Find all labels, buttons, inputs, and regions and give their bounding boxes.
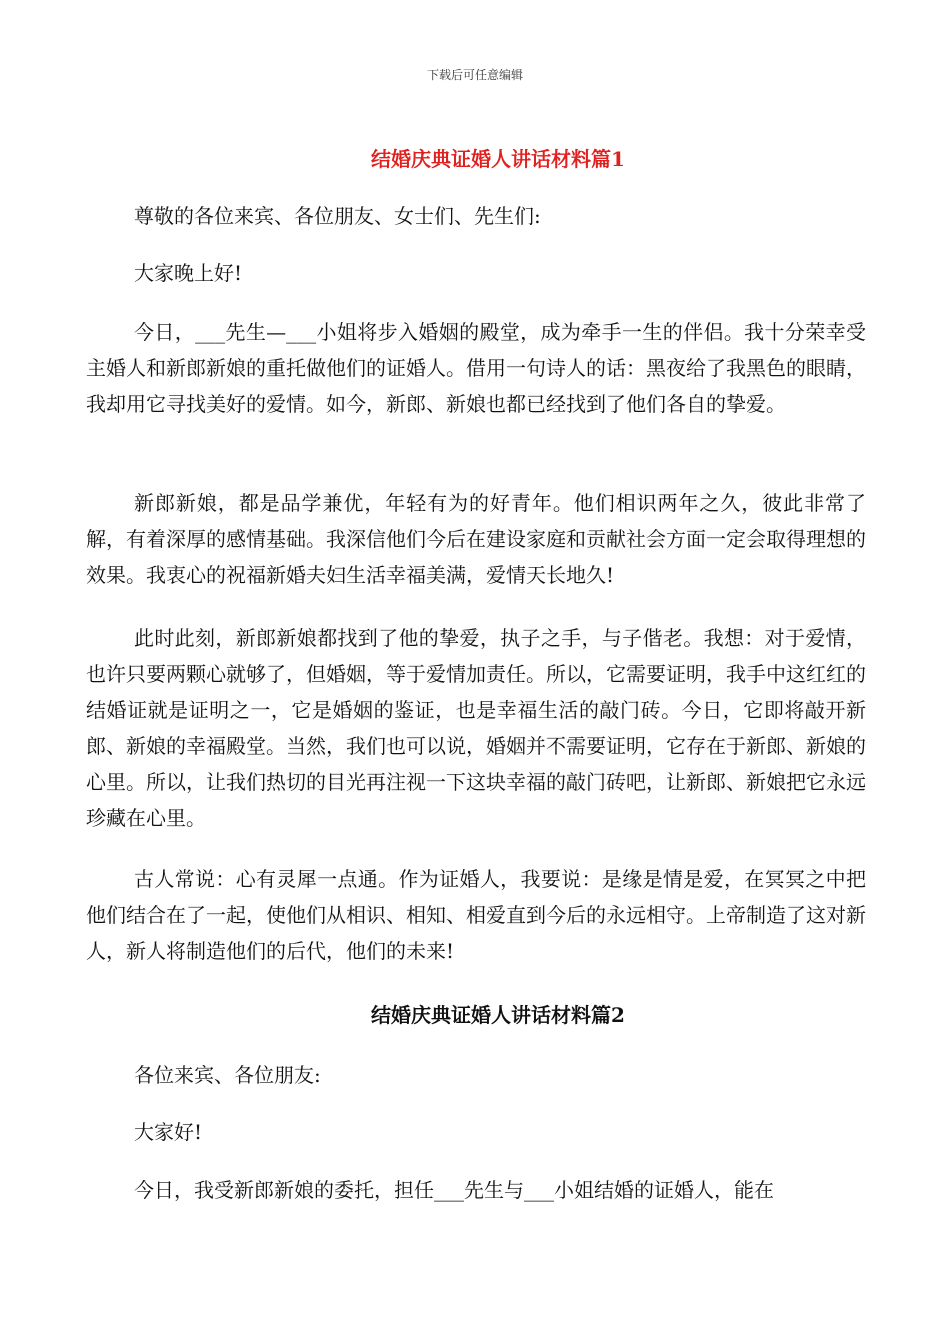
article-2-paragraph-1: 今日，我受新郎新娘的委托，担任___先生与___小姐结婚的证婚人，能在 [134,1178,774,1202]
article-2-greeting: 大家好! [134,1120,203,1144]
header-note: 下载后可任意编辑 [426,68,523,82]
article-1-paragraph-4: 古人常说：心有灵犀一点通。作为证婚人，我要说：是缘是情是爱，在冥冥之中把他们结合在了一起，使他们从相识、相知、相爱直到今后的永远相守。上帝制造了这对新人，新人将制造他们的后代，他们的未来! [86,867,866,963]
article-1-paragraph-2: 新郎新娘，都是品学兼优，年轻有为的好青年。他们相识两年之久，彼此非常了解，有着深厚的感情基础。我深信他们今后在建设家庭和贡献社会方面一定会取得理想的效果。我衷心的祝福新婚夫妇生活幸福美满，爱情天长地久! [86,491,866,587]
article-2-salutation: 各位来宾、各位朋友: [134,1063,321,1087]
article-1-paragraph-1: 今日，___先生—___小姐将步入婚姻的殿堂，成为牵手一生的伴侣。我十分荣幸受主婚人和新郎新娘的重托做他们的证婚人。借用一句诗人的话：黑夜给了我黑色的眼睛，我却用它寻找美好的爱情。如今，新郎、新娘也都已经找到了他们各自的挚爱。 [86,320,866,416]
article-1-salutation: 尊敬的各位来宾、各位朋友、女士们、先生们: [134,204,541,228]
article-2-title: 结婚庆典证婚人讲话材料篇2 [371,1003,625,1027]
article-1-greeting: 大家晚上好! [134,261,243,285]
article-1-title: 结婚庆典证婚人讲话材料篇1 [371,147,625,171]
article-1-paragraph-3: 此时此刻，新郎新娘都找到了他的挚爱，执子之手，与子偕老。我想：对于爱情，也许只要两颗心就够了，但婚姻，等于爱情加责任。所以，它需要证明，我手中这红红的结婚证就是证明之一，它是婚姻的鉴证，也是幸福生活的敲门砖。今日，它即将敲开新郎、新娘的幸福殿堂。当然，我们也可以说，婚姻并不需要证明，它存在于新郎、新娘的心里。所以，让我们热切的目光再注视一下这块幸福的敲门砖吧，让新郎、新娘把它永远珍藏在心里。 [86,626,866,830]
